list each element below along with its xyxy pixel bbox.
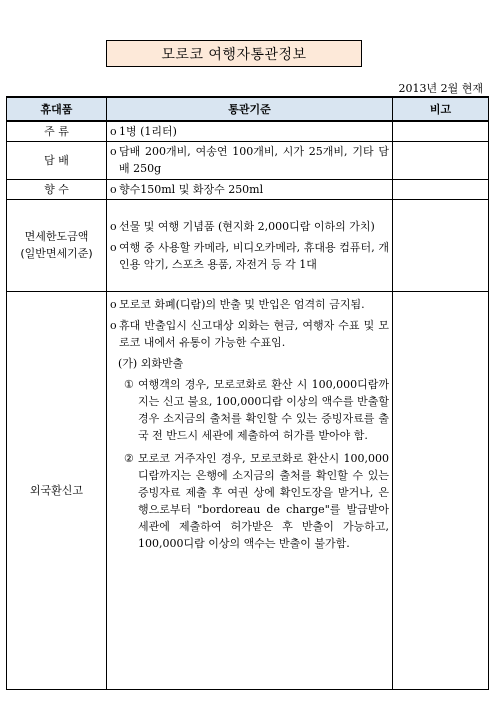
table-header [7,97,489,121]
cell-note [393,141,489,179]
bullet-marker: o [110,318,117,332]
bullet-marker: o [110,240,117,254]
bullet-text: 모로코 화폐(디람)의 반출 및 반입은 엄격히 금지됨. [119,297,365,311]
bullet-marker: o [110,124,117,138]
category-line: 면세한도금액 [24,230,89,243]
table-row-currency [7,291,489,689]
cell-standard [107,179,393,199]
bullet-text: 1병 (1리터) [119,124,177,138]
cell-category: 향 수 [7,179,107,199]
numbered-text: 여행객의 경우, 모로코화로 환산 시 100,000디람까지는 신고 불요, 100,000디람 이상의 액수를 반출할 경우 소지금의 출처를 확인할 수 있는 증빙자료를 출국 전 반드시 세관에 제출하여 허가를 받아야 함. [138,377,389,442]
cell-note [393,179,489,199]
bullet-text: 향수150ml 및 화장수 250ml [119,182,264,196]
category-line: (일반면세기준) [20,247,93,260]
cell-category: 주 류 [7,121,107,141]
cell-category: 외국환신고 [7,291,107,689]
cell-category: 담 배 [7,141,107,179]
bullet-marker: o [110,145,117,158]
table-row-liquor [7,121,489,141]
date-label: 2013년 2월 현재 [398,82,483,95]
cell-standard [107,199,393,291]
bullet-marker: o [110,182,117,196]
bullet-marker: o [110,219,117,233]
cell-category [7,199,107,291]
table-row-perfume [7,179,489,199]
customs-table [6,96,489,690]
bullet-text: 선물 및 여행 기념품 (현지화 2,000디람 이하의 가치) [119,219,375,233]
cell-note [393,199,489,291]
table-row-dutyfree [7,199,489,291]
table-row-tobacco [7,141,489,179]
bullet-text: 휴대 반출입시 신고대상 외화는 현금, 여행자 수표 및 모로코 내에서 유통이 가능한 수표임. [119,318,389,349]
header-standard: 통관기준 [107,97,393,121]
cell-note [393,291,489,689]
numbered-text: 모로코 거주자인 경우, 모로코화로 환산시 100,000디람까지는 은행에 소지금의 출처를 확인할 수 있는 증빙자료 제출 후 여권 상에 확인도장을 받거나, 은행으로부터 "bordoreau de charge"를 발급받아 세관에 제출하여 허가받은 후 반출이 가능하고, 100,000디람 이상의 액수는 반출이 불가함. [138,451,389,550]
number-marker: ① [124,377,134,391]
cell-note [393,121,489,141]
header-note: 비고 [393,97,489,121]
bullet-text: 여행 중 사용할 카메라, 비디오카메라, 휴대용 컴퓨터, 개인용 악기, 스포츠 용품, 자전거 등 각 1대 [119,240,389,271]
subsection-heading: (가) 외화반출 [118,356,184,370]
number-marker: ② [124,451,134,465]
header-item: 휴대품 [7,97,107,121]
cell-standard [107,141,393,179]
page-title: 모로코 여행자통관정보 [106,40,362,67]
bullet-text: 담배 200개비, 여송연 100개비, 시가 25개비, 기타 담배 250g [119,145,389,175]
cell-standard [107,291,393,689]
cell-standard [107,121,393,141]
bullet-marker: o [110,297,117,311]
